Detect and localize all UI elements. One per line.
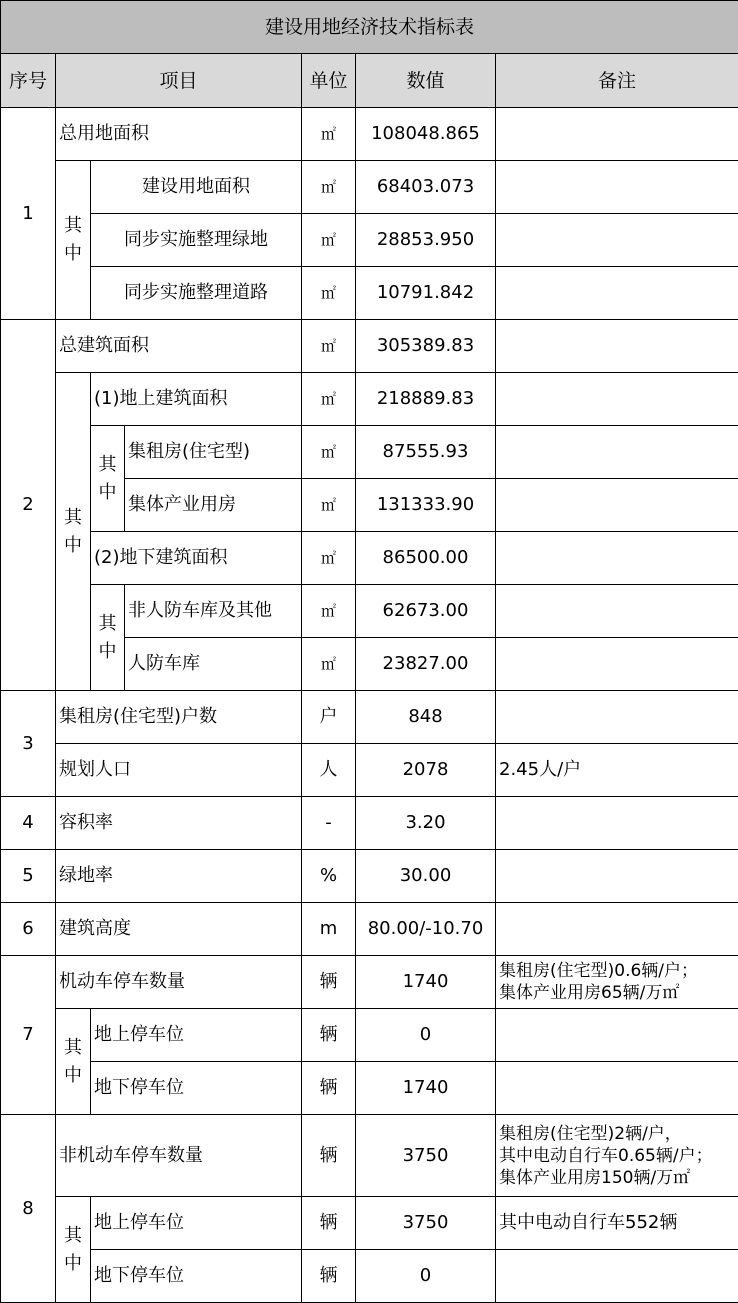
note-cell — [496, 267, 738, 320]
unit-cell: ㎡ — [302, 320, 356, 373]
item-cell: (1)地上建筑面积 — [91, 373, 302, 426]
unit-cell: 户 — [302, 691, 356, 744]
unit-cell: ㎡ — [302, 426, 356, 479]
qizhong-char: 其 — [56, 1034, 90, 1062]
qizhong-cell — [56, 161, 91, 320]
table-row — [1, 903, 738, 956]
unit-cell: 辆 — [302, 1197, 356, 1250]
value-cell: 62673.00 — [356, 585, 496, 638]
unit-cell: m — [302, 903, 356, 956]
value-cell: 848 — [356, 691, 496, 744]
note-cell — [496, 903, 738, 956]
item-cell: 集租房(住宅型) — [125, 426, 302, 479]
table-row — [1, 850, 738, 903]
note-line: 集体产业用房65辆/万㎡ — [499, 982, 738, 1004]
value-cell: 131333.90 — [356, 479, 496, 532]
note-cell — [496, 585, 738, 638]
header-unit: 单位 — [302, 54, 356, 108]
note-cell — [496, 373, 738, 426]
item-cell: 容积率 — [56, 797, 302, 850]
seq-cell: 6 — [1, 903, 56, 956]
qizhong-char: 中 — [91, 479, 124, 507]
item-cell: (2)地下建筑面积 — [91, 532, 302, 585]
value-cell: 3750 — [356, 1115, 496, 1197]
table-row — [1, 320, 738, 373]
item-cell: 集体产业用房 — [125, 479, 302, 532]
header-value: 数值 — [356, 54, 496, 108]
note-cell: 其中电动自行车552辆 — [496, 1197, 738, 1250]
note-cell — [496, 1062, 738, 1115]
table-row — [1, 1115, 738, 1197]
qizhong-char: 中 — [56, 1062, 90, 1090]
item-cell: 同步实施整理道路 — [91, 267, 302, 320]
note-line: 集租房(住宅型)0.6辆/户； — [499, 960, 738, 982]
unit-cell: 辆 — [302, 1115, 356, 1197]
note-cell — [496, 214, 738, 267]
value-cell: 305389.83 — [356, 320, 496, 373]
seq-cell: 8 — [1, 1115, 56, 1303]
note-cell — [496, 1250, 738, 1303]
item-cell: 建筑高度 — [56, 903, 302, 956]
seq-cell: 1 — [1, 108, 56, 320]
note-cell — [496, 108, 738, 161]
note-cell — [496, 850, 738, 903]
note-line: 集租房(住宅型)2辆/户， — [499, 1123, 738, 1145]
value-cell: 3750 — [356, 1197, 496, 1250]
item-cell: 规划人口 — [56, 744, 302, 797]
table-row — [1, 373, 738, 426]
item-cell: 地上停车位 — [91, 1009, 302, 1062]
unit-cell: % — [302, 850, 356, 903]
value-cell: 86500.00 — [356, 532, 496, 585]
qizhong-char: 其 — [56, 1222, 90, 1250]
table-title-row — [1, 1, 738, 54]
note-cell — [496, 161, 738, 214]
item-cell: 地上停车位 — [91, 1197, 302, 1250]
table-header-row — [1, 54, 738, 108]
header-seq: 序号 — [1, 54, 56, 108]
value-cell: 10791.842 — [356, 267, 496, 320]
value-cell: 68403.073 — [356, 161, 496, 214]
value-cell: 2078 — [356, 744, 496, 797]
value-cell: 1740 — [356, 956, 496, 1009]
unit-cell: ㎡ — [302, 161, 356, 214]
seq-cell: 3 — [1, 691, 56, 797]
note-line: 其中电动自行车0.65辆/户； — [499, 1145, 738, 1167]
unit-cell: 人 — [302, 744, 356, 797]
item-cell: 总用地面积 — [56, 108, 302, 161]
header-note: 备注 — [496, 54, 738, 108]
unit-cell: - — [302, 797, 356, 850]
value-cell: 30.00 — [356, 850, 496, 903]
table-row — [1, 744, 738, 797]
qizhong-cell — [56, 1009, 91, 1115]
qizhong-char: 其 — [56, 504, 90, 532]
item-cell: 地下停车位 — [91, 1250, 302, 1303]
unit-cell: ㎡ — [302, 214, 356, 267]
qizhong-char: 中 — [56, 1250, 90, 1278]
unit-cell: ㎡ — [302, 108, 356, 161]
note-cell — [496, 532, 738, 585]
item-cell: 建设用地面积 — [91, 161, 302, 214]
qizhong-char: 中 — [56, 532, 90, 560]
unit-cell: ㎡ — [302, 585, 356, 638]
table-row — [1, 1009, 738, 1062]
table-row — [1, 267, 738, 320]
unit-cell: 辆 — [302, 1250, 356, 1303]
unit-cell: ㎡ — [302, 373, 356, 426]
note-cell — [496, 479, 738, 532]
value-cell: 218889.83 — [356, 373, 496, 426]
value-cell: 3.20 — [356, 797, 496, 850]
seq-cell: 7 — [1, 956, 56, 1115]
table-row — [1, 108, 738, 161]
table-row — [1, 1062, 738, 1115]
qizhong-char: 中 — [56, 240, 90, 268]
table-row — [1, 1250, 738, 1303]
table-row — [1, 161, 738, 214]
table-row — [1, 797, 738, 850]
table-row — [1, 532, 738, 585]
table-row — [1, 214, 738, 267]
unit-cell: 辆 — [302, 956, 356, 1009]
unit-cell: ㎡ — [302, 638, 356, 691]
unit-cell: ㎡ — [302, 267, 356, 320]
item-cell: 总建筑面积 — [56, 320, 302, 373]
item-cell: 同步实施整理绿地 — [91, 214, 302, 267]
value-cell: 0 — [356, 1009, 496, 1062]
table-row — [1, 585, 738, 638]
table-row — [1, 426, 738, 479]
unit-cell: ㎡ — [302, 532, 356, 585]
qizhong-char: 其 — [91, 451, 124, 479]
note-cell — [496, 426, 738, 479]
qizhong-cell — [91, 585, 125, 691]
qizhong-char: 其 — [56, 212, 90, 240]
unit-cell: 辆 — [302, 1062, 356, 1115]
value-cell: 28853.950 — [356, 214, 496, 267]
value-cell: 23827.00 — [356, 638, 496, 691]
note-cell — [496, 956, 738, 1009]
header-item: 项目 — [56, 54, 302, 108]
table-title: 建设用地经济技术指标表 — [1, 1, 738, 54]
value-cell: 80.00/-10.70 — [356, 903, 496, 956]
item-cell: 非机动车停车数量 — [56, 1115, 302, 1197]
qizhong-cell — [56, 373, 91, 691]
item-cell: 绿地率 — [56, 850, 302, 903]
note-line: 集体产业用房150辆/万㎡ — [499, 1167, 738, 1189]
unit-cell: ㎡ — [302, 479, 356, 532]
table-row — [1, 1197, 738, 1250]
note-cell: 2.45人/户 — [496, 744, 738, 797]
qizhong-cell — [91, 426, 125, 532]
table-row — [1, 691, 738, 744]
note-cell — [496, 320, 738, 373]
item-cell: 集租房(住宅型)户数 — [56, 691, 302, 744]
item-cell: 非人防车库及其他 — [125, 585, 302, 638]
value-cell: 1740 — [356, 1062, 496, 1115]
seq-cell: 2 — [1, 320, 56, 691]
table-row — [1, 956, 738, 1009]
seq-cell: 4 — [1, 797, 56, 850]
item-cell: 地下停车位 — [91, 1062, 302, 1115]
note-cell — [496, 1009, 738, 1062]
qizhong-cell — [56, 1197, 91, 1303]
item-cell: 人防车库 — [125, 638, 302, 691]
item-cell: 机动车停车数量 — [56, 956, 302, 1009]
note-cell — [496, 691, 738, 744]
value-cell: 0 — [356, 1250, 496, 1303]
qizhong-char: 中 — [91, 638, 124, 666]
note-cell — [496, 638, 738, 691]
seq-cell: 5 — [1, 850, 56, 903]
qizhong-char: 其 — [91, 610, 124, 638]
note-cell — [496, 1115, 738, 1197]
value-cell: 108048.865 — [356, 108, 496, 161]
note-cell — [496, 797, 738, 850]
unit-cell: 辆 — [302, 1009, 356, 1062]
value-cell: 87555.93 — [356, 426, 496, 479]
